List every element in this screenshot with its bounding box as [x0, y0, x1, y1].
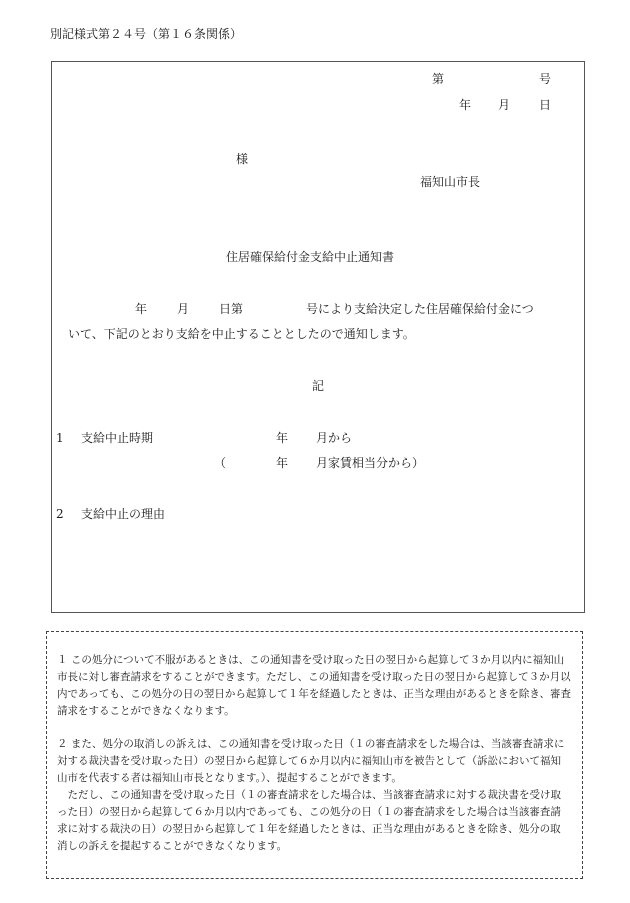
item1-number: 1 [56, 431, 64, 445]
number-prefix: 第 [432, 72, 445, 86]
body-day-number: 日第 [219, 302, 244, 316]
item1-label: 支給中止時期 [81, 431, 154, 445]
body-line2: いて、下記のとおり支給を中止することとしたので通知します。 [68, 327, 415, 341]
document-title: 住居確保給付金支給中止通知書 [226, 250, 395, 264]
addressee-suffix: 様 [236, 152, 249, 166]
body-month: 月 [177, 302, 190, 316]
date-month: 月 [498, 98, 511, 112]
item1-year: 年 [276, 431, 289, 445]
ki-heading: 記 [312, 379, 325, 393]
item1-month-from: 月から [316, 431, 353, 445]
item1-paren-rest: 月家賃相当分から） [316, 456, 425, 470]
form-reference: 別記様式第２４号（第１６条関係） [50, 27, 243, 41]
issuer-name: 福知山市長 [420, 175, 481, 189]
note-1: １ この処分について不服があるときは、この通知書を受け取った日の翌日から起算して３か月以内に福知山市長に対し審査請求をすることができます。ただし、この通知書を受け取った日の翌日から起算して３か月以内であっても、この処分の日の翌日から起算して１年を経過したときは、正当な理由があるときを除き、審査請求をすることができなくなります。 [57, 654, 571, 717]
body-year: 年 [135, 302, 148, 316]
item1-paren-open: （ [214, 456, 227, 470]
item2-label: 支給中止の理由 [81, 507, 166, 521]
number-suffix: 号 [539, 72, 552, 86]
item2-number: 2 [56, 507, 64, 521]
body-line1-rest: 号により支給決定した住居確保給付金につ [306, 302, 534, 316]
appeal-notice-box [46, 631, 583, 879]
date-day: 日 [539, 98, 552, 112]
item1-paren-year: 年 [276, 456, 289, 470]
date-year: 年 [459, 98, 472, 112]
note-3: ただし、この通知書を受け取った日（１の審査請求をした場合は、当該審査請求に対する裁決書を受け取った日）の翌日から起算して６か月以内であっても、この処分の日（１の審査請求をした場合は当該審査請求に対する裁決の日）の翌日から起算して１年を経過したときは、正当な理由があるときを除き、処分の取消しの訴えを提起することができなくなります。 [57, 789, 561, 852]
note-2: ２ また、処分の取消しの訴えは、この通知書を受け取った日（１の審査請求をした場合は、当該審査請求に対する裁決書を受け取った日）の翌日から起算して６か月以内に福知山市を被告として（訴訟において福知山市を代表する者は福知山市長となります。）、提起することができます。 [57, 738, 565, 784]
